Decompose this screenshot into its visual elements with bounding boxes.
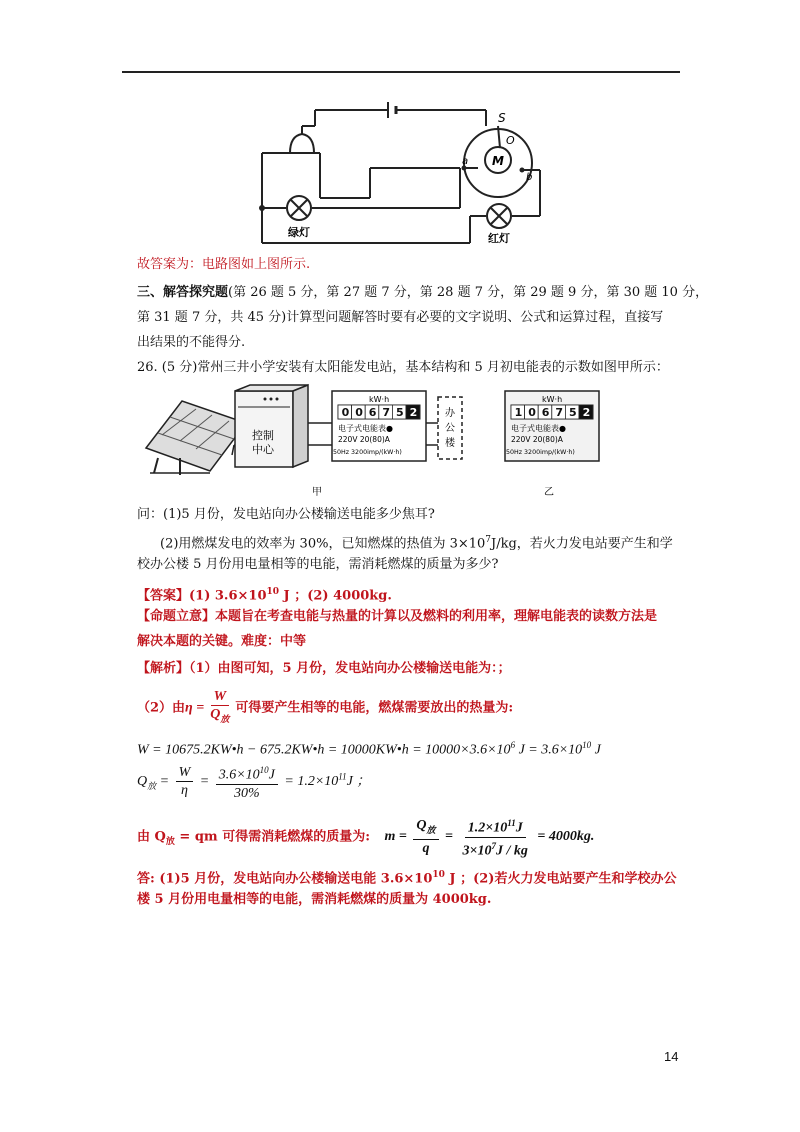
question-part-2-line-1	[160, 530, 673, 554]
analysis-2-num: W	[211, 688, 229, 706]
equation-3-frac-2-num	[465, 815, 526, 838]
equation-2-frac-1-den: η	[180, 783, 188, 799]
terminal-a-label: a	[462, 156, 469, 167]
equation-3-end: .	[590, 829, 595, 845]
equation-3-frac-1	[413, 817, 438, 857]
final-answer-1-exp: 10	[432, 870, 445, 880]
equation-2-frac-2-num-unit: J	[268, 767, 275, 783]
final-answer-1-post: J ；(2)若火力发电站要产生和学校办公	[444, 871, 677, 887]
analysis-2-den	[207, 706, 232, 728]
meter-jia-rating: 220V 20(80)A	[338, 435, 390, 444]
equation-2-q-sub: 放	[147, 780, 157, 791]
meter-yi-unit: kW·h	[542, 395, 563, 404]
solar-panel-icon	[146, 401, 246, 475]
analysis-2-den-sub: 放	[220, 713, 230, 724]
section-3-line-2: 第 31 题 7 分，共 45 分)计算型问题解答时要有必要的文字说明、公式和运算过程，直接写	[137, 310, 664, 325]
equation-3-frac-2-den	[460, 838, 531, 860]
answer-line: 故答案为：电路图如上图所示.	[137, 257, 311, 272]
pivot-label: O	[506, 134, 515, 147]
green-lamp-label: 绿灯	[288, 226, 310, 239]
equation-2-frac-2-num-exp: 10	[259, 765, 269, 775]
equation-3-math: m = $\frac{Q_放}{q}$ = $\frac{1.2\times 10^{11}J}{3\times 10^7J / kg}$ = 4000kg.	[385, 829, 595, 844]
equation-3-sub: 放	[165, 836, 175, 847]
equation-3-frac-2-num-base: 1.2×10	[467, 820, 508, 836]
analysis-text-1: （1）由图可知，5 月份，发电站向办公楼输送电能为：；	[189, 661, 511, 676]
equation-1-exp: 6	[510, 740, 516, 750]
control-center-label-2: 中心	[252, 443, 274, 456]
question-part-2-post: J/kg，若火力发电站要产生和学	[491, 536, 673, 552]
final-answer-1-pre: 答: (1)5 月份，发电站向办公楼输送电能 3.6×10	[137, 871, 433, 887]
meter-yi-digits	[511, 405, 593, 419]
meter-digit: 0	[528, 406, 536, 419]
control-center-label-1: 控制	[252, 429, 274, 442]
terminal-b-label: b	[526, 172, 533, 183]
answer-value-1: (1) 3.6×10	[189, 588, 267, 604]
meter-digit: 0	[341, 406, 350, 419]
equation-3-frac-1-den: q	[422, 841, 430, 857]
equation-3-frac-1-num-q: Q	[416, 818, 427, 834]
analysis-line-2	[137, 688, 513, 728]
equation-3-frac-2	[460, 815, 531, 859]
equation-2-frac-2-num-base: 3.6×10	[218, 767, 260, 783]
equation-2-result-end: J ；	[346, 774, 371, 790]
equation-3-frac-1-num	[413, 817, 438, 840]
equation-2-q: Q	[137, 774, 148, 790]
section-3-line-3: 出结果的不能得分.	[137, 335, 246, 350]
office-label-2: 公	[445, 423, 455, 434]
intent-line-1	[137, 607, 657, 627]
office-label-1: 办	[445, 408, 455, 419]
analysis-2-pre: （2）由	[137, 700, 186, 716]
equation-1	[137, 740, 601, 759]
intent-line-2: 解决本题的关键。难度：中等	[137, 634, 307, 649]
section-3-title: 三、解答探究题	[137, 285, 229, 300]
intent-tag: 【命题立意】	[137, 609, 216, 624]
meter-jia-digits	[338, 405, 420, 419]
equation-1-exp2: 10	[582, 740, 592, 750]
motor-label: M	[492, 154, 504, 168]
question-part-2-line-2: 校办公楼 5 月份用电量相等的电能，需消耗燃煤的质量为多少?	[137, 557, 499, 572]
equation-3-m: m =	[384, 829, 407, 845]
section-3-line-1	[137, 283, 708, 303]
red-lamp-label: 红灯	[488, 232, 510, 245]
intent-text: 本题旨在考查电能与热量的计算以及燃料的利用率，理解电能表的读数方法是	[215, 609, 658, 624]
analysis-tag: 【解析】	[137, 661, 190, 676]
equation-2-frac-2-num	[216, 762, 278, 785]
equation-3-result: = 4000kg	[537, 829, 591, 845]
answer-value-1-exp: 10	[266, 587, 280, 597]
analysis-line-1	[137, 659, 511, 679]
equation-2-frac-2	[216, 762, 278, 802]
final-answer-line-1	[137, 865, 676, 889]
meter-yi-name: 电子式电能表●	[511, 424, 566, 433]
meter-digit: 0	[355, 406, 363, 419]
equation-2-frac-2-den: 30%	[233, 785, 260, 801]
header-rule	[122, 71, 680, 73]
analysis-2-post: 可得要产生相等的电能，燃煤需要放出的热量为:	[235, 700, 514, 716]
equation-3-frac-1-num-sub: 放	[426, 825, 436, 836]
answer-value-2: J ；(2) 4000kg.	[279, 588, 392, 604]
meter-digit: 2	[409, 406, 418, 419]
meter-digit: 5	[396, 406, 404, 419]
meter-digit: 1	[514, 406, 523, 419]
meter-digit: 5	[569, 406, 577, 419]
page-number: 14	[664, 1049, 679, 1064]
equation-2-result-exp: 11	[338, 771, 347, 782]
equation-3-frac-2-den-unit: J / kg	[496, 843, 528, 859]
equation-3-frac-2-num-exp: 11	[507, 818, 516, 828]
equation-3-frac-2-den-base: 3×10	[462, 843, 492, 859]
section-3-line-1-text: (第 26 题 5 分，第 27 题 7 分，第 28 题 7 分，第 29 题 9 分，第 30 题 10 分，	[228, 285, 709, 300]
equation-1-b: J = 3.6×10	[515, 742, 583, 758]
meter-digit: 6	[541, 406, 550, 419]
question-26-stem	[137, 358, 669, 378]
question-part-2-pre: (2)用燃煤发电的效率为 30%，已知燃煤的热值为 3×10	[160, 536, 486, 552]
office-label-3: 楼	[445, 438, 455, 449]
meter-digit: 7	[555, 406, 564, 419]
figure-label-jia: 甲	[312, 487, 322, 498]
meter-digit: 2	[582, 406, 591, 419]
switch-label: S	[498, 111, 506, 125]
answer-tag: 【答案】	[137, 588, 190, 604]
equation-3-frac-2-den-exp: 7	[491, 840, 497, 851]
equation-3-frac-2-num-unit: J	[515, 820, 523, 836]
analysis-2-fraction	[207, 688, 232, 728]
equation-1-c: J	[591, 742, 601, 758]
answer-block	[137, 582, 392, 606]
analysis-2-eta: η =	[185, 700, 205, 716]
meter-yi-rating: 220V 20(80)A	[511, 435, 563, 444]
analysis-2-den-q: Q	[210, 707, 221, 722]
question-part-1: 问：(1)5 月份，发电站向办公楼输送电能多少焦耳?	[137, 507, 435, 522]
question-26-stem-text: 26. (5 分)常州三井小学安装有太阳能发电站，基本结构和 5 月初电能表的示数如图甲所示：	[137, 360, 669, 375]
equation-3-mid: = qm 可得需消耗燃煤的质量为:	[174, 829, 370, 845]
final-answer-line-2: 楼 5 月份用电量相等的电能，需消耗燃煤的质量为 4000kg.	[137, 892, 492, 907]
equation-3	[137, 815, 594, 859]
meter-digit: 6	[368, 406, 377, 419]
question-part-2-exp: 7	[485, 535, 492, 545]
circuit-diagram	[250, 98, 560, 246]
equation-1-a: W = 10675.2KW•h − 675.2KW•h = 10000KW•h = 10000×3.6×10	[137, 742, 511, 758]
meter-jia-freq: 50Hz 3200imp/(kW·h)	[333, 449, 402, 456]
meter-digit: 7	[382, 406, 391, 419]
meter-yi-freq: 50Hz 3200imp/(kW·h)	[506, 449, 575, 456]
meter-jia-unit: kW·h	[369, 395, 390, 404]
equation-2: $Q_放$ = $\frac{W}{\eta}$ = $\frac{3.6\times 10^{10}J}{30\%}$ = $1.2\times 10^{11}J$ ；	[137, 762, 370, 802]
equation-3-pre: 由 Q	[137, 829, 166, 845]
equation-2-frac-1-num: W	[176, 764, 194, 782]
equation-2-result: = 1.2×10	[284, 774, 339, 790]
solar-meter-figure	[140, 383, 610, 498]
figure-label-yi: 乙	[544, 487, 554, 498]
meter-jia-name: 电子式电能表●	[338, 424, 393, 433]
bell-icon	[290, 134, 314, 153]
equation-2-frac-1	[176, 764, 194, 799]
